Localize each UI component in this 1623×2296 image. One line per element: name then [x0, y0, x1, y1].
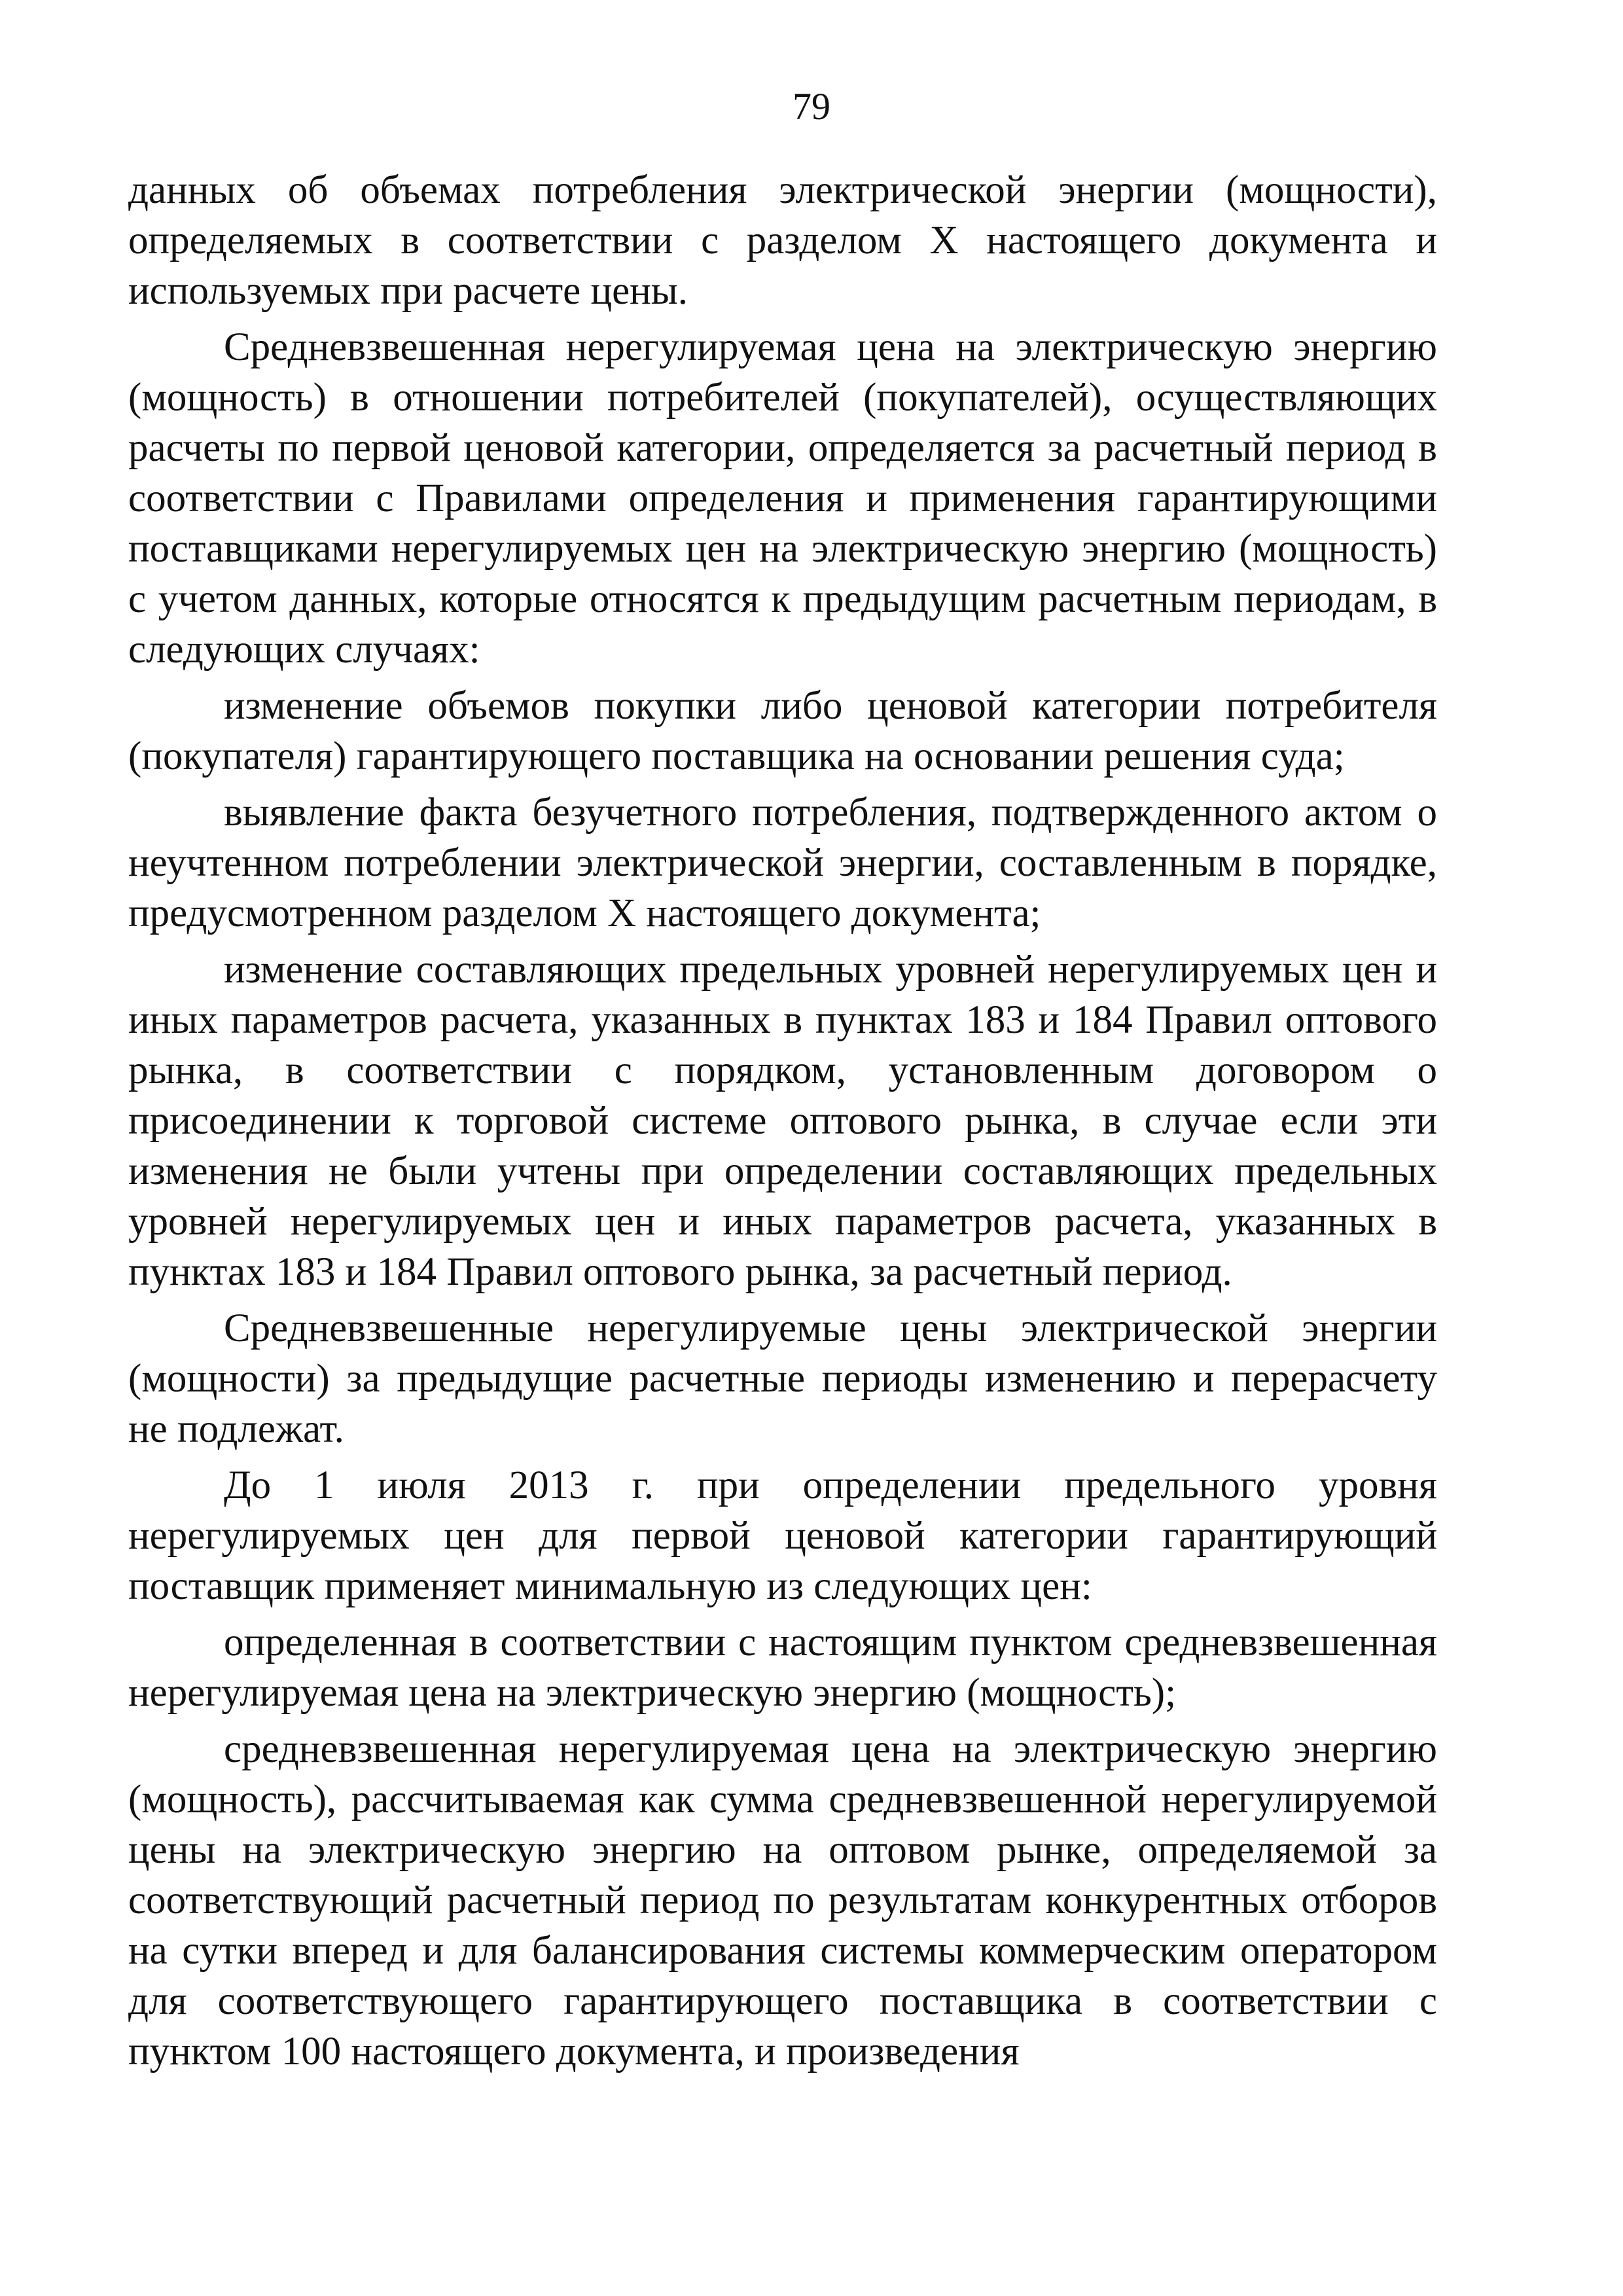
page-number: 79 — [793, 85, 830, 128]
paragraph-continuation: данных об объемах потребления электрической энергии (мощности), определяемых в соответствии с разделом X настоящего документа и используемых при расчете цены. — [128, 168, 1437, 313]
paragraph-until-july-2013: До 1 июля 2013 г. при определении предельного уровня нерегулируемых цен для первой ценовой категории гарантирующий поставщик применяет минимальную из следующих цен: — [128, 1463, 1437, 1608]
paragraph-option-determined-price: определенная в соответствии с настоящим пунктом средневзвешенная нерегулируемая цена на электрическую энергию (мощность); — [128, 1621, 1437, 1715]
document-body — [128, 165, 1437, 2083]
paragraph-case-parameter-change: изменение составляющих предельных уровней нерегулируемых цен и иных параметров расчета, указанных в пунктах 183 и 184 Правил оптового рынка, в соответствии с порядком, установленным договором о присоединении к торговой системе оптового рынка, в случае если эти изменения не были учтены при определении составляющих предельных уровней нерегулируемых цен и иных параметров расчета, указанных в пунктах 183 и 184 Правил оптового рынка, за расчетный период. — [128, 948, 1437, 1294]
paragraph-case-court-decision: изменение объемов покупки либо ценовой категории потребителя (покупателя) гарантирующего поставщика на основании решения суда; — [128, 684, 1437, 778]
paragraph-no-recalculation: Средневзвешенные нерегулируемые цены электрической энергии (мощности) за предыдущие расчетные периоды изменению и перерасчету не подлежат. — [128, 1306, 1437, 1451]
paragraph-option-wholesale-sum: средневзвешенная нерегулируемая цена на электрическую энергию (мощность), рассчитываемая как сумма средневзвешенной нерегулируемой цены на электрическую энергию на оптовом рынке, определяемой за соответствующий расчетный период по результатам конкурентных отборов на сутки вперед и для балансирования системы коммерческим оператором для соответствующего гарантирующего поставщика в соответствии с пунктом 100 настоящего документа, и произведения — [128, 1727, 1437, 2073]
paragraph-case-unmetered-consumption: выявление факта безучетного потребления, подтвержденного актом о неучтенном потреблении электрической энергии, составленным в порядке, предусмотренном разделом X настоящего документа; — [128, 791, 1437, 935]
paragraph-weighted-price-definition: Средневзвешенная нерегулируемая цена на электрическую энергию (мощность) в отношении потребителей (покупателей), осуществляющих расчеты по первой ценовой категории, определяется за расчетный период в соответствии с Правилами определения и применения гарантирующими поставщиками нерегулируемых цен на электрическую энергию (мощность) с учетом данных, которые относятся к предыдущим расчетным периодам, в следующих случаях: — [128, 325, 1437, 672]
